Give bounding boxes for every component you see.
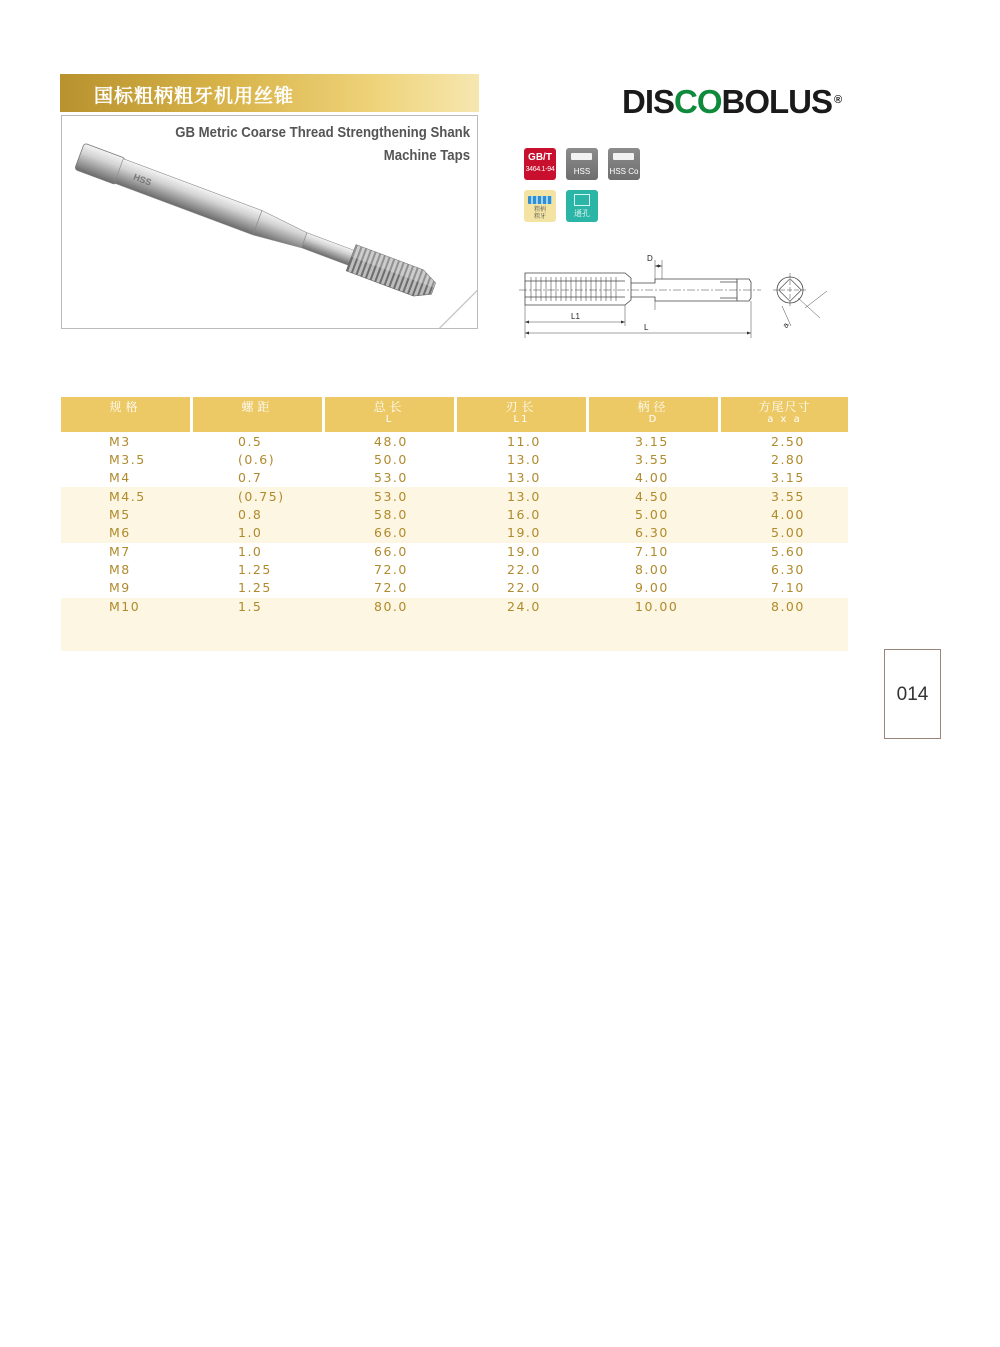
table-row [61,488,848,506]
header-cell-shank-diameter [589,397,718,432]
header-label: 刃长 [505,400,538,414]
cell-overall-length: 80.0 [374,599,408,614]
cell-pitch: 1.25 [238,580,272,595]
cell-thread-length: 22.0 [507,580,541,595]
cell-pitch: 0.8 [238,507,263,522]
material-hss-badge [566,148,598,180]
material-bar-icon [571,153,592,160]
cell-pitch: 0.5 [238,434,263,449]
cell-overall-length: 58.0 [374,507,408,522]
dimension-d-label: D [647,254,653,263]
cell-shank-diameter: 9.00 [635,580,669,595]
dimension-l-label: L [644,323,649,332]
page-title: 国标粗柄粗牙机用丝锥 [94,85,295,107]
table-row [61,506,848,524]
hole-type-badge [566,190,598,222]
technical-drawing [515,246,835,341]
title-banner [60,74,479,112]
cell-overall-length: 53.0 [374,489,408,504]
material-hss-label: HSS [573,167,591,176]
cell-pitch: 0.7 [238,470,263,485]
header-label: 螺距 [241,400,274,414]
frame-corner-decoration [438,289,478,329]
thread-type-badge [524,190,556,222]
cell-shank-diameter: 6.30 [635,525,669,540]
cell-pitch: (0.6) [238,452,276,467]
cell-square-size: 3.55 [771,489,805,504]
cell-size: M8 [109,562,131,577]
standard-badge-line1: GB/T [528,152,552,163]
cell-overall-length: 66.0 [374,525,408,540]
cell-shank-diameter: 8.00 [635,562,669,577]
cell-size: M3 [109,434,131,449]
cell-size: M6 [109,525,131,540]
cell-size: M9 [109,580,131,595]
header-label: 总长 [373,400,406,414]
cell-overall-length: 50.0 [374,452,408,467]
cell-thread-length: 13.0 [507,452,541,467]
english-title-line2: Machine Taps [383,147,470,164]
cell-pitch: 1.0 [238,525,263,540]
cell-square-size: 2.80 [771,452,805,467]
dimension-a-label: a [780,321,791,330]
table-row [61,561,848,579]
cell-shank-diameter: 10.00 [635,599,679,614]
cell-size: M4 [109,470,131,485]
logo-text-part1: DIS [622,83,675,120]
cell-size: M4.5 [109,489,146,504]
header-label: 规格 [109,400,142,414]
table-row [61,598,848,616]
thread-icon [528,196,552,204]
hole-type-label: 通孔 [574,209,590,218]
header-sublabel: L [385,414,394,425]
cell-square-size: 8.00 [771,599,805,614]
header-cell-overall-length [325,397,454,432]
cell-shank-diameter: 7.10 [635,544,669,559]
cell-thread-length: 16.0 [507,507,541,522]
material-bar-icon [613,153,634,160]
cell-size: M5 [109,507,131,522]
cell-square-size: 4.00 [771,507,805,522]
material-hssco-badge [608,148,640,180]
table-row [61,469,848,487]
cell-overall-length: 72.0 [374,562,408,577]
cell-overall-length: 66.0 [374,544,408,559]
cell-shank-diameter: 5.00 [635,507,669,522]
header-cell-pitch [193,397,322,432]
dimension-l1-label: L1 [571,312,580,321]
cell-square-size: 2.50 [771,434,805,449]
cell-shank-diameter: 4.00 [635,470,669,485]
brand-logo [622,83,842,120]
logo-text-part2: CO [674,83,722,120]
page-number: 014 [884,649,941,739]
cell-square-size: 3.15 [771,470,805,485]
table-body [61,432,848,651]
spec-table [61,397,848,651]
table-row [61,433,848,451]
header-cell-thread-length [457,397,586,432]
cell-pitch: 1.5 [238,599,263,614]
thread-type-label-line1: 粗柄 [533,206,546,213]
header-sublabel: L1 [513,414,530,425]
header-sublabel: a x a [767,414,802,425]
english-title [175,121,470,167]
product-photo-frame [61,115,478,329]
thread-type-label [524,206,556,220]
cell-square-size: 5.60 [771,544,805,559]
cell-square-size: 5.00 [771,525,805,540]
header-sublabel: D [648,414,659,425]
cell-thread-length: 13.0 [507,470,541,485]
registered-mark: ® [834,94,842,106]
logo-text-part3: BOLUS [721,83,833,120]
table-row [61,451,848,469]
thread-type-label-line2: 粗牙 [533,213,546,220]
cell-overall-length: 72.0 [374,580,408,595]
cell-shank-diameter: 4.50 [635,489,669,504]
cell-overall-length: 53.0 [374,470,408,485]
material-hssco-label: HSS Co [609,167,639,176]
cell-thread-length: 19.0 [507,525,541,540]
header-label: 方尾尺寸 [758,400,811,414]
cell-overall-length: 48.0 [374,434,408,449]
cell-thread-length: 13.0 [507,489,541,504]
cell-pitch: 1.0 [238,544,263,559]
table-row [61,579,848,597]
header-cell-square-size [721,397,848,432]
cell-pitch: 1.25 [238,562,272,577]
english-title-line1: GB Metric Coarse Thread Strengthening Shank [175,124,470,141]
header-cell-size [61,397,190,432]
cell-square-size: 7.10 [771,580,805,595]
table-row [61,543,848,561]
cell-pitch: (0.75) [238,489,285,504]
svg-text:HSS: HSS [132,171,153,188]
table-header [61,397,848,432]
cell-thread-length: 19.0 [507,544,541,559]
cell-square-size: 6.30 [771,562,805,577]
cell-shank-diameter: 3.55 [635,452,669,467]
header-label: 柄径 [637,400,670,414]
cell-thread-length: 11.0 [507,434,541,449]
cell-size: M7 [109,544,131,559]
standard-badge-line2: 3464.1-94 [525,166,555,173]
standard-badge [524,148,556,180]
cell-thread-length: 22.0 [507,562,541,577]
cell-shank-diameter: 3.15 [635,434,669,449]
cell-thread-length: 24.0 [507,599,541,614]
cell-size: M10 [109,599,141,614]
cell-size: M3.5 [109,452,146,467]
table-row [61,524,848,542]
through-hole-icon [574,194,590,206]
